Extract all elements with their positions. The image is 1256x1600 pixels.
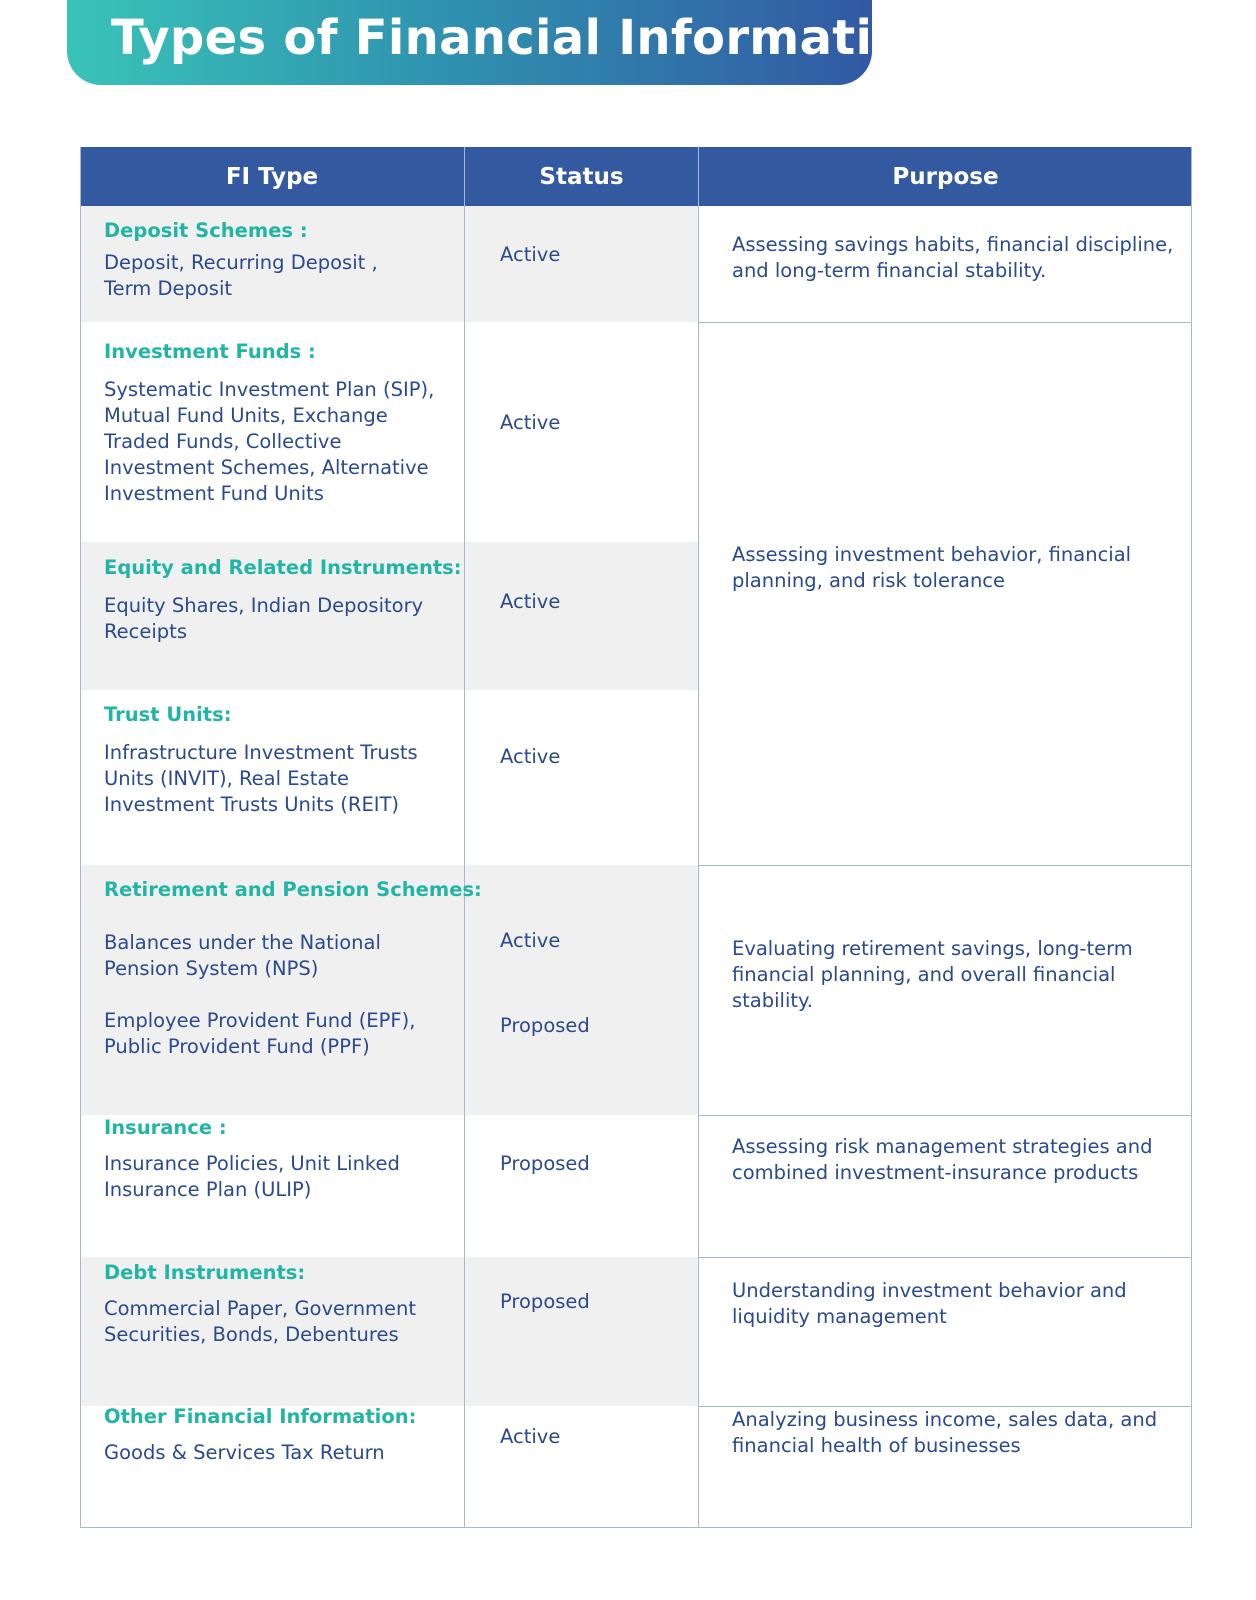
fi-type-detail: Goods & Services Tax Return [104,1441,385,1464]
fi-type-heading: Deposit Schemes : [104,219,308,242]
fi-type-detail: Systematic Investment Plan (SIP), [104,378,435,401]
status-value: Proposed [500,1014,590,1037]
purpose-divider-4 [698,1257,1192,1258]
status-value: Active [500,243,561,266]
fi-type-heading: Other Financial Information: [104,1405,417,1428]
purpose-divider-3 [698,1115,1192,1116]
status-value: Active [500,929,561,952]
fi-type-detail: Mutual Fund Units, Exchange [104,404,388,427]
column-divider-2 [698,147,699,1528]
fi-type-detail: Receipts [104,620,187,643]
fi-type-detail: Infrastructure Investment Trusts [104,741,418,764]
fi-type-detail: Investment Trusts Units (REIT) [104,793,400,816]
purpose-text: and long-term financial stability. [732,259,1047,282]
purpose-text: stability. [732,989,813,1012]
table-border-right [1191,147,1192,1528]
fi-type-detail: Balances under the National [104,931,381,954]
status-value: Active [500,745,561,768]
header-purpose: Purpose [699,147,1192,206]
purpose-text: combined investment-insurance products [732,1161,1139,1184]
purpose-text: Understanding investment behavior and [732,1279,1127,1302]
purpose-divider-2 [698,865,1192,866]
fi-type-heading: Equity and Related Instruments: [104,556,462,579]
fi-type-heading: Investment Funds : [104,340,316,363]
fi-type-heading: Insurance : [104,1116,227,1139]
fi-type-detail: Insurance Policies, Unit Linked [104,1152,400,1175]
purpose-text: financial planning, and overall financial [732,963,1116,986]
status-value: Active [500,1425,561,1448]
purpose-text: Evaluating retirement savings, long-term [732,937,1133,960]
purpose-text: financial health of businesses [732,1434,1021,1457]
fi-type-heading: Trust Units: [104,703,232,726]
purpose-text: liquidity management [732,1305,947,1328]
status-value: Active [500,590,561,613]
fi-type-detail: Insurance Plan (ULIP) [104,1178,312,1201]
fi-type-heading: Debt Instruments: [104,1261,306,1284]
table-border-bottom [80,1527,1192,1528]
status-value: Proposed [500,1290,590,1313]
column-divider-1 [464,147,465,1528]
title-banner [67,0,941,85]
fi-type-heading: Retirement and Pension Schemes: [104,878,482,901]
fi-type-detail: Securities, Bonds, Debentures [104,1323,399,1346]
purpose-text: Analyzing business income, sales data, and [732,1408,1158,1431]
purpose-divider-1 [698,322,1192,323]
table-border-left [80,147,81,1528]
fi-type-detail: Equity Shares, Indian Depository [104,594,424,617]
fi-type-detail: Pension System (NPS) [104,957,319,980]
header-status: Status [465,147,698,206]
fi-type-detail: Term Deposit [104,277,233,300]
page-title: Types of Financial Information [111,10,941,66]
fi-type-detail: Units (INVIT), Real Estate [104,767,349,790]
header-fi-type: FI Type [80,147,464,206]
purpose-text: Assessing savings habits, financial discipline, [732,233,1174,256]
purpose-text: planning, and risk tolerance [732,569,1006,592]
fi-type-detail: Commercial Paper, Government [104,1297,417,1320]
purpose-text: Assessing investment behavior, financial [732,543,1132,566]
fi-type-detail: Traded Funds, Collective [104,430,342,453]
fi-type-detail: Public Provident Fund (PPF) [104,1035,370,1058]
fi-type-detail: Investment Schemes, Alternative [104,456,429,479]
fi-type-detail: Deposit, Recurring Deposit , [104,251,378,274]
status-value: Proposed [500,1152,590,1175]
fi-type-detail: Investment Fund Units [104,482,324,505]
fi-type-detail: Employee Provident Fund (EPF), [104,1009,416,1032]
status-value: Active [500,411,561,434]
purpose-text: Assessing risk management strategies and [732,1135,1153,1158]
fi-types-table [80,147,1192,1528]
